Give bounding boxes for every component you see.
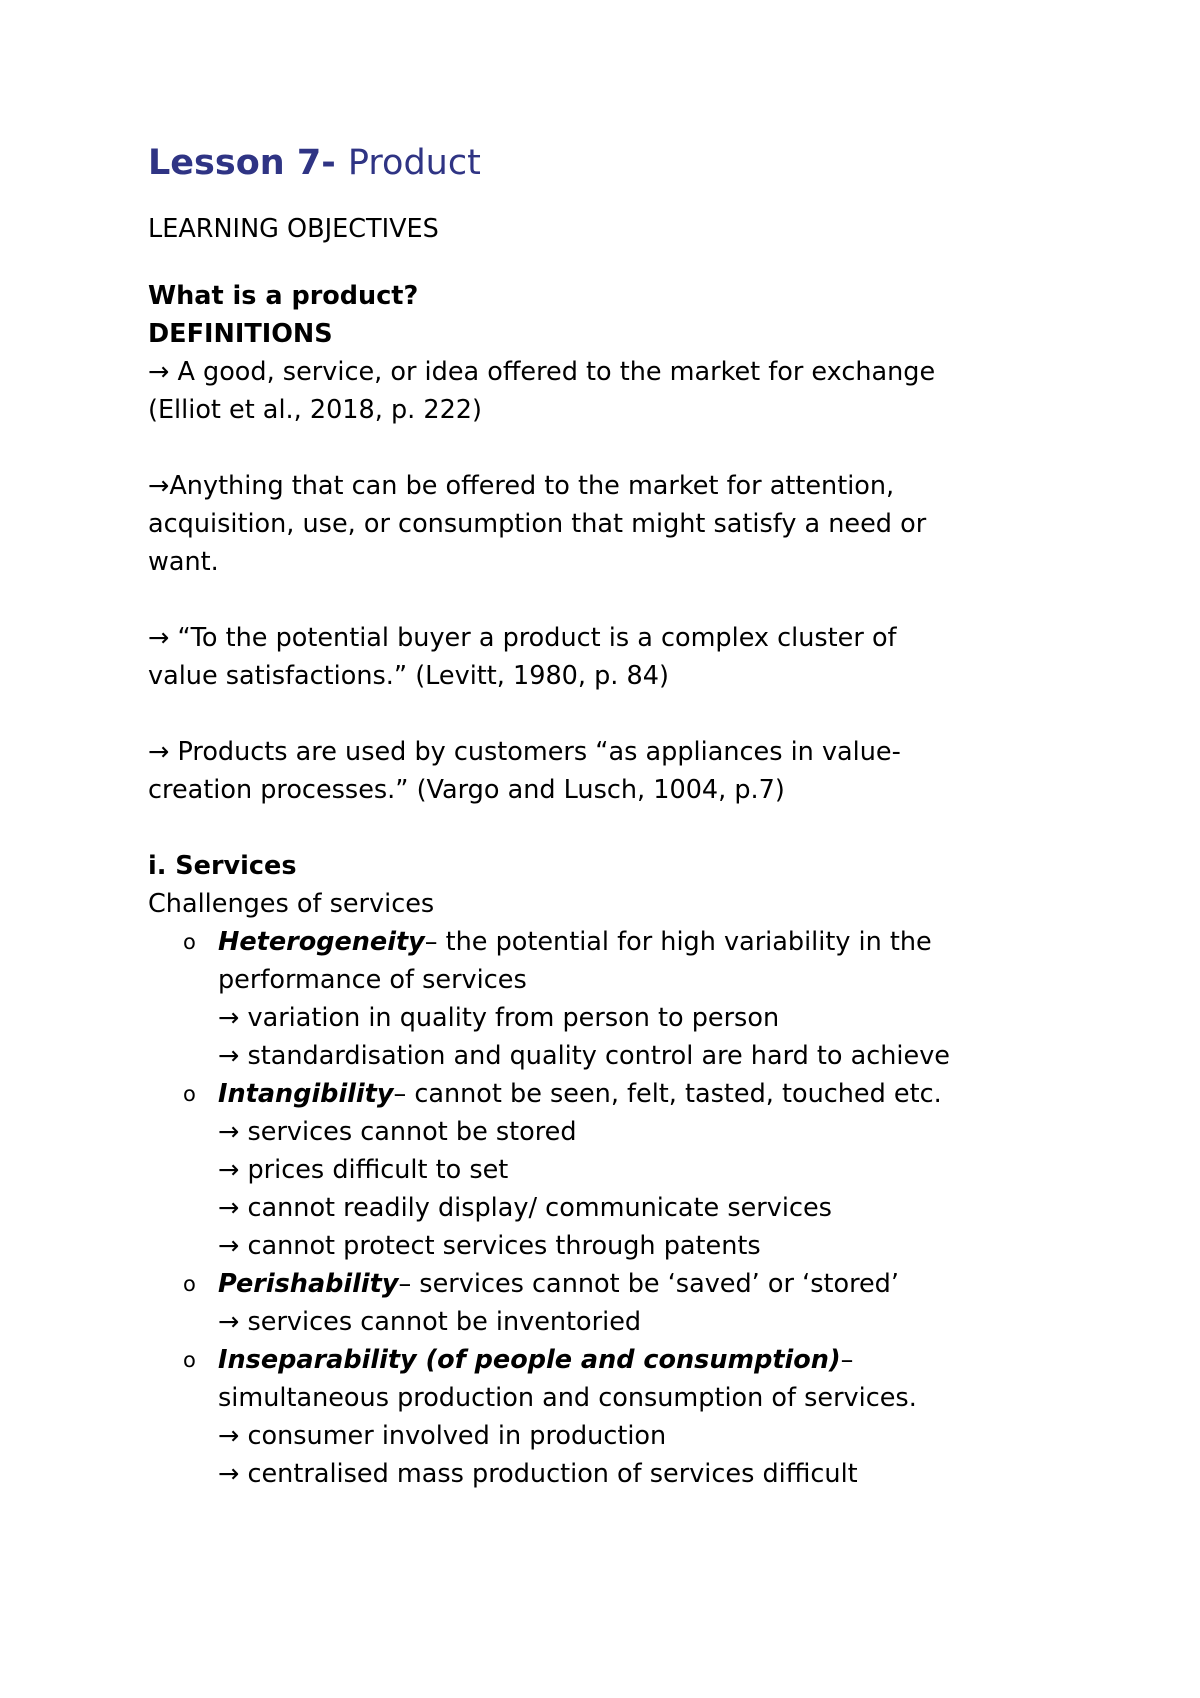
sub-point: → centralised mass production of services difficult (218, 1459, 858, 1489)
term-heterogeneity: Heterogeneity (218, 927, 425, 957)
sub-point: → variation in quality from person to person (218, 1003, 780, 1033)
lesson-title-number: Lesson 7- (148, 143, 348, 183)
sub-point: → cannot protect services through patents (218, 1231, 761, 1261)
definition-2-line-1: →Anything that can be offered to the market for attention, (148, 471, 895, 501)
document-page (148, 138, 1068, 1493)
bullet-heterogeneity (148, 923, 1068, 961)
question-heading: What is a product? (148, 281, 419, 311)
bullet-continuation: performance of services (218, 965, 527, 995)
spacer (148, 695, 1068, 733)
term-inseparability: Inseparability (of people and consumption) (218, 1345, 841, 1375)
definition-4-line-1: → Products are used by customers “as appliances in value- (148, 737, 901, 767)
sub-point: → consumer involved in production (218, 1421, 667, 1451)
term-description: – cannot be seen, felt, tasted, touched etc. (393, 1079, 942, 1109)
definition-2-line-3: want. (148, 547, 219, 577)
bullet-intangibility (148, 1075, 1068, 1113)
term-description: – (840, 1345, 854, 1375)
services-subheading: Challenges of services (148, 889, 435, 919)
definition-1-line-2: (Elliot et al., 2018, p. 222) (148, 395, 482, 425)
bullet-continuation: simultaneous production and consumption of services. (218, 1383, 917, 1413)
definition-3-line-1: → “To the potential buyer a product is a complex cluster of (148, 623, 897, 653)
term-description: – the potential for high variability in the (424, 927, 932, 957)
bullet-marker: o (183, 1272, 196, 1296)
services-heading: i. Services (148, 851, 297, 881)
term-perishability: Perishability (218, 1269, 399, 1299)
bullet-marker: o (183, 1082, 196, 1106)
objectives-heading: LEARNING OBJECTIVES (148, 214, 439, 244)
bullet-perishability (148, 1265, 1068, 1303)
sub-point: → services cannot be inventoried (218, 1307, 642, 1337)
definition-3-line-2: value satisfactions.” (Levitt, 1980, p. 84) (148, 661, 669, 691)
bullet-marker: o (183, 1348, 196, 1372)
sub-point: → standardisation and quality control are hard to achieve (218, 1041, 950, 1071)
bullet-marker: o (183, 930, 196, 954)
lesson-title-topic: Product (347, 143, 481, 183)
spacer (148, 809, 1068, 847)
sub-point: → services cannot be stored (218, 1117, 577, 1147)
definition-1-line-1: → A good, service, or idea offered to the market for exchange (148, 357, 936, 387)
definition-2-line-2: acquisition, use, or consumption that might satisfy a need or (148, 509, 927, 539)
term-intangibility: Intangibility (218, 1079, 394, 1109)
definition-4-line-2: creation processes.” (Vargo and Lusch, 1004, p.7) (148, 775, 785, 805)
spacer (148, 429, 1068, 467)
bullet-inseparability (148, 1341, 1068, 1379)
term-description: – services cannot be ‘saved’ or ‘stored’ (398, 1269, 899, 1299)
sub-point: → cannot readily display/ communicate services (218, 1193, 832, 1223)
spacer (148, 581, 1068, 619)
sub-point: → prices difficult to set (218, 1155, 509, 1185)
lesson-title (148, 138, 1068, 188)
definitions-heading: DEFINITIONS (148, 319, 333, 349)
